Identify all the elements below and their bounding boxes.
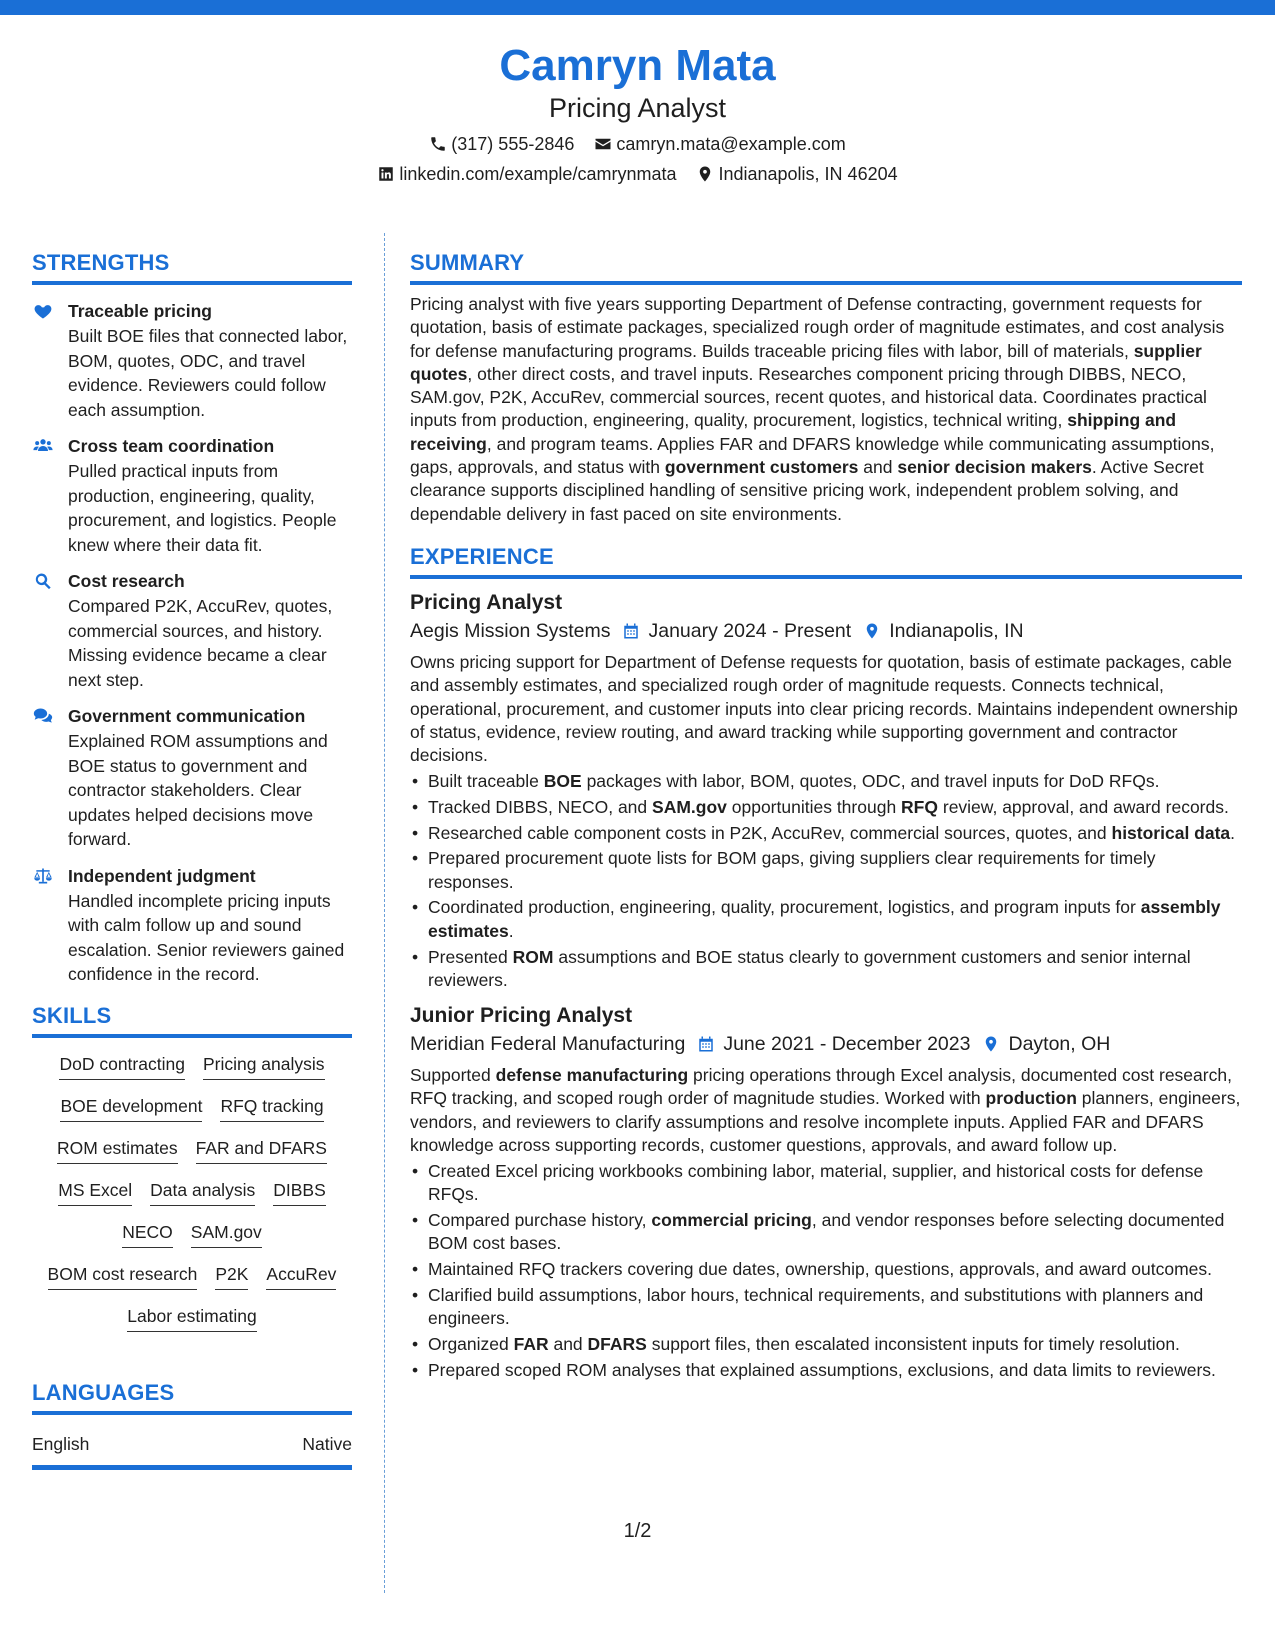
- job-title: Pricing Analyst: [410, 590, 563, 614]
- strength-item: [32, 864, 352, 987]
- bold-text: defense manufacturing: [495, 1065, 689, 1086]
- skill-row: [32, 1177, 352, 1206]
- skill-tag: SAM.gov: [191, 1219, 262, 1248]
- skill-tag: DoD contracting: [59, 1051, 184, 1080]
- experience-section: [410, 542, 1242, 1382]
- text-run: .: [1230, 822, 1236, 843]
- skill-tag: FAR and DFARS: [196, 1135, 327, 1164]
- job-description: [410, 1064, 1242, 1157]
- job-location: [863, 617, 1023, 645]
- text-run: Owns pricing support for Department of Defense requests for quotation, basis of estimate packages, cable and assembly estimates, and specialized rough order of magnitude requests. Connects technical, operational, procurement, and customer inputs into clear pricing records. Maintains independent ownership of status, evidence, review routing, and award tracking while supporting government and contractor decisions.: [410, 651, 1238, 766]
- bullet-item: [410, 796, 1242, 819]
- strength-body: [68, 864, 352, 987]
- contact-email[interactable]: [594, 132, 845, 156]
- languages-heading: LANGUAGES: [32, 1379, 175, 1405]
- heart-icon: [32, 301, 54, 321]
- job-meta: [410, 617, 1242, 645]
- skill-tag: RFQ tracking: [220, 1093, 323, 1122]
- text-run: and: [548, 1333, 588, 1354]
- strength-title: Cross team coordination: [68, 436, 275, 456]
- strength-desc: Compared P2K, AccuRev, quotes, commercial sources, and history. Missing evidence became a clear next step.: [68, 596, 333, 690]
- strength-desc: Handled incomplete pricing inputs with calm follow up and sound escalation. Senior reviewers gained confidence in the record.: [68, 890, 345, 984]
- bullet-item: [410, 896, 1242, 943]
- linkedin-icon: [377, 165, 395, 183]
- strength-icon-wrap: [32, 864, 56, 987]
- skill-tag: MS Excel: [58, 1177, 132, 1206]
- text-run: .: [508, 920, 514, 941]
- scale-icon: [32, 866, 54, 886]
- skill-tag: AccuRev: [266, 1261, 336, 1290]
- job-description: [410, 651, 1242, 767]
- text-run: pricing operations through Excel analysis, documented cost research, RFQ tracking, and scoped rough order of magnitude studies. Worked with: [410, 1065, 1232, 1109]
- job-dates-text: January 2024 - Present: [648, 619, 852, 642]
- strength-icon-wrap: [32, 569, 56, 692]
- strength-title: Independent judgment: [68, 865, 256, 886]
- bullet-item: [410, 1209, 1242, 1256]
- bold-text: DFARS: [587, 1333, 647, 1354]
- skill-row: [32, 1093, 352, 1122]
- text-run: Compared purchase history,: [428, 1209, 652, 1230]
- strength-title: Traceable pricing: [68, 301, 212, 321]
- job-dates: [697, 1030, 970, 1058]
- skills-list: [32, 1051, 352, 1332]
- map-pin-icon: [982, 1034, 1000, 1054]
- skill-row: [32, 1219, 352, 1248]
- text-run: and: [858, 457, 898, 478]
- text-run: Researched cable component costs in P2K, AccuRev, commercial sources, quotes, and: [428, 822, 1112, 843]
- bold-text: senior decision makers: [897, 457, 1092, 478]
- text-run: support files, then escalated inconsistent inputs for timely resolution.: [646, 1333, 1180, 1354]
- column-divider: [384, 233, 385, 1593]
- resume-header: [0, 40, 1275, 186]
- skill-tag: NECO: [122, 1219, 173, 1248]
- bullet-item: [410, 1359, 1242, 1382]
- skill-tag: Pricing analysis: [203, 1051, 325, 1080]
- envelope-icon: [594, 135, 612, 153]
- skill-row: [32, 1051, 352, 1080]
- bold-text: FAR: [513, 1333, 549, 1354]
- left-column: [32, 248, 352, 1470]
- experience-heading: EXPERIENCE: [410, 543, 554, 569]
- text-run: , other direct costs, and travel inputs. Researches component pricing through DIBBS, NECO, SAM.gov, P2K, AccuRev, commercial sources, recent quotes, and historical data. Coordinates practical inputs from production, engineering, quality, procurement, logistics, technical writing,: [410, 363, 1207, 431]
- summary-text: [410, 293, 1242, 526]
- contact-linkedin[interactable]: [377, 162, 676, 186]
- search-icon: [32, 571, 54, 591]
- experience-rule: [410, 575, 1242, 579]
- bullet-item: [410, 946, 1242, 993]
- strength-item: [32, 434, 352, 557]
- phone-icon: [429, 135, 447, 153]
- strengths-section: [32, 248, 352, 987]
- text-run: review, approval, and award records.: [938, 796, 1229, 817]
- strength-icon-wrap: [32, 434, 56, 557]
- contact-location: [696, 162, 897, 186]
- strength-item: [32, 569, 352, 692]
- text-run: , and vendor responses before selecting documented BOM cost bases.: [428, 1209, 1225, 1254]
- text-run: Pricing analyst with five years supporting Department of Defense contracting, government requests for quotation, basis of estimate packages, specialized rough order of magnitude estimates, and cost analysis for defense manufacturing programs. Builds traceable pricing files with labor, bill of materials,: [410, 294, 1225, 361]
- text-run: Presented: [428, 946, 513, 967]
- strength-icon-wrap: [32, 299, 56, 422]
- skill-row: [32, 1303, 352, 1332]
- job-location-text: Indianapolis, IN: [889, 619, 1024, 642]
- strength-title: Government communication: [68, 706, 306, 726]
- contact-row-1: [0, 132, 1275, 156]
- language-name: English: [32, 1433, 90, 1454]
- text-run: packages with labor, BOM, quotes, ODC, and travel inputs for DoD RFQs.: [581, 770, 1160, 791]
- language-row: [32, 1431, 352, 1457]
- bold-text: historical data: [1111, 822, 1231, 843]
- right-column: [410, 248, 1242, 1382]
- bold-text: BOE: [543, 770, 582, 791]
- text-run: Prepared procurement quote lists for BOM gaps, giving suppliers clear requirements for timely responses.: [428, 848, 1156, 892]
- job-bullets: [410, 770, 1242, 992]
- strength-body: [68, 434, 352, 557]
- bold-text: production: [985, 1088, 1077, 1109]
- text-run: Maintained RFQ trackers covering due dates, ownership, questions, approvals, and award outcomes.: [428, 1259, 1213, 1279]
- text-run: . Active Secret clearance supports disciplined handling of sensitive pricing work, independent problem solving, and dependable delivery in fast paced on site environments.: [410, 457, 1204, 524]
- skill-tag: Labor estimating: [127, 1303, 256, 1332]
- phone-text: (317) 555-2846: [451, 134, 575, 154]
- bullet-item: [410, 1258, 1242, 1281]
- email-text: camryn.mata@example.com: [616, 134, 846, 154]
- strength-body: [68, 569, 352, 692]
- skill-tag: BOM cost research: [48, 1261, 198, 1290]
- text-run: Organized: [428, 1333, 514, 1354]
- job-meta: [410, 1030, 1242, 1058]
- skill-tag: Data analysis: [150, 1177, 255, 1206]
- strength-item: [32, 299, 352, 422]
- languages-section: [32, 1378, 352, 1470]
- summary-heading: SUMMARY: [410, 250, 525, 275]
- text-run: Prepared scoped ROM analyses that explained assumptions, exclusions, and data limits to reviewers.: [428, 1359, 1216, 1380]
- bold-text: government customers: [664, 457, 859, 478]
- strength-desc: Built BOE files that connected labor, BOM, quotes, ODC, and travel evidence. Reviewers could follow each assumption.: [68, 326, 348, 420]
- language-level-bar: [32, 1465, 352, 1470]
- job-company: Aegis Mission Systems: [410, 619, 611, 642]
- text-run: Tracked DIBBS, NECO, and: [428, 796, 653, 817]
- job-dates: [622, 617, 851, 645]
- bullet-item: [410, 1284, 1242, 1331]
- bold-text: RFQ: [901, 796, 938, 817]
- candidate-name: Camryn Mata: [499, 41, 776, 90]
- users-icon: [32, 436, 54, 456]
- bold-text: SAM.gov: [652, 796, 727, 817]
- languages-list: [32, 1431, 352, 1470]
- job-bullets: [410, 1160, 1242, 1382]
- skills-heading: SKILLS: [32, 1002, 112, 1028]
- job-location-text: Dayton, OH: [1008, 1033, 1111, 1056]
- bullet-item: [410, 1333, 1242, 1356]
- location-text: Indianapolis, IN 46204: [718, 164, 898, 184]
- strength-desc: Explained ROM assumptions and BOE status to government and contractor stakeholders. Clear updates helped decisions move forward.: [68, 731, 328, 849]
- bold-text: shipping and receiving: [410, 410, 1177, 454]
- skill-tag: P2K: [215, 1261, 248, 1290]
- jobs-list: [410, 589, 1242, 1382]
- skill-row: [32, 1261, 352, 1290]
- map-pin-icon: [696, 165, 714, 183]
- text-run: Built traceable: [428, 770, 544, 791]
- job-dates-text: June 2021 - December 2023: [723, 1033, 971, 1056]
- summary-rule: [410, 281, 1242, 285]
- text-run: , and program teams. Applies FAR and DFARS knowledge while communicating assumptions, gaps, approvals, and status with: [410, 433, 1215, 478]
- map-pin-icon: [863, 621, 881, 641]
- comments-icon: [32, 706, 54, 726]
- strengths-heading: STRENGTHS: [32, 250, 170, 275]
- top-accent-bar: [0, 0, 1275, 15]
- bold-text: commercial pricing: [651, 1209, 812, 1230]
- text-run: Coordinated production, engineering, quality, procurement, logistics, and program inputs for: [428, 897, 1141, 918]
- text-run: Clarified build assumptions, labor hours, technical requirements, and substitutions with planners and engineers.: [428, 1284, 1204, 1329]
- job-entry: [410, 1002, 1242, 1382]
- job-location: [982, 1030, 1110, 1058]
- bullet-item: [410, 1160, 1242, 1207]
- languages-rule: [32, 1411, 352, 1415]
- strength-title: Cost research: [68, 571, 185, 591]
- bold-text: assembly estimates: [428, 897, 1221, 941]
- language-level: Native: [302, 1433, 352, 1454]
- linkedin-text: linkedin.com/example/camrynmata: [399, 164, 677, 184]
- skills-section: [32, 1001, 352, 1332]
- text-run: Supported: [410, 1065, 496, 1086]
- skills-rule: [32, 1034, 352, 1038]
- bullet-item: [410, 822, 1242, 845]
- calendar-icon: [622, 621, 640, 641]
- strength-desc: Pulled practical inputs from production, engineering, quality, procurement, and logistics. People knew where their data fit.: [68, 461, 337, 555]
- summary-section: [410, 248, 1242, 526]
- page-number: 1/2: [623, 1520, 652, 1542]
- bullet-item: [410, 847, 1242, 894]
- job-title: Junior Pricing Analyst: [410, 1004, 633, 1028]
- job-entry: [410, 589, 1242, 992]
- candidate-title: Pricing Analyst: [548, 93, 727, 123]
- strength-body: [68, 299, 352, 422]
- strength-icon-wrap: [32, 704, 56, 852]
- strengths-list: [32, 299, 352, 987]
- job-company: Meridian Federal Manufacturing: [410, 1033, 686, 1056]
- bold-text: supplier quotes: [410, 340, 1202, 384]
- contact-row-2: [0, 162, 1275, 186]
- text-run: Created Excel pricing workbooks combining labor, material, supplier, and historical costs for defense RFQs.: [428, 1160, 1204, 1205]
- skill-tag: BOE development: [60, 1093, 202, 1122]
- strengths-rule: [32, 281, 352, 285]
- contact-phone[interactable]: [429, 132, 574, 156]
- text-run: opportunities through: [726, 796, 902, 817]
- skill-row: [32, 1135, 352, 1164]
- bullet-item: [410, 770, 1242, 793]
- skill-tag: DIBBS: [273, 1177, 326, 1206]
- strength-body: [68, 704, 352, 852]
- skill-tag: ROM estimates: [57, 1135, 178, 1164]
- strength-item: [32, 704, 352, 852]
- bold-text: ROM: [512, 946, 554, 967]
- text-run: planners, engineers, vendors, and reviewers to clarify assumptions and resolve incomplete inputs. Applied FAR and DFARS knowledge across supporting records, customer questions, approvals, and award follow up.: [410, 1088, 1241, 1156]
- calendar-icon: [697, 1034, 715, 1054]
- text-run: assumptions and BOE status clearly to government customers and senior internal reviewers.: [428, 946, 1191, 990]
